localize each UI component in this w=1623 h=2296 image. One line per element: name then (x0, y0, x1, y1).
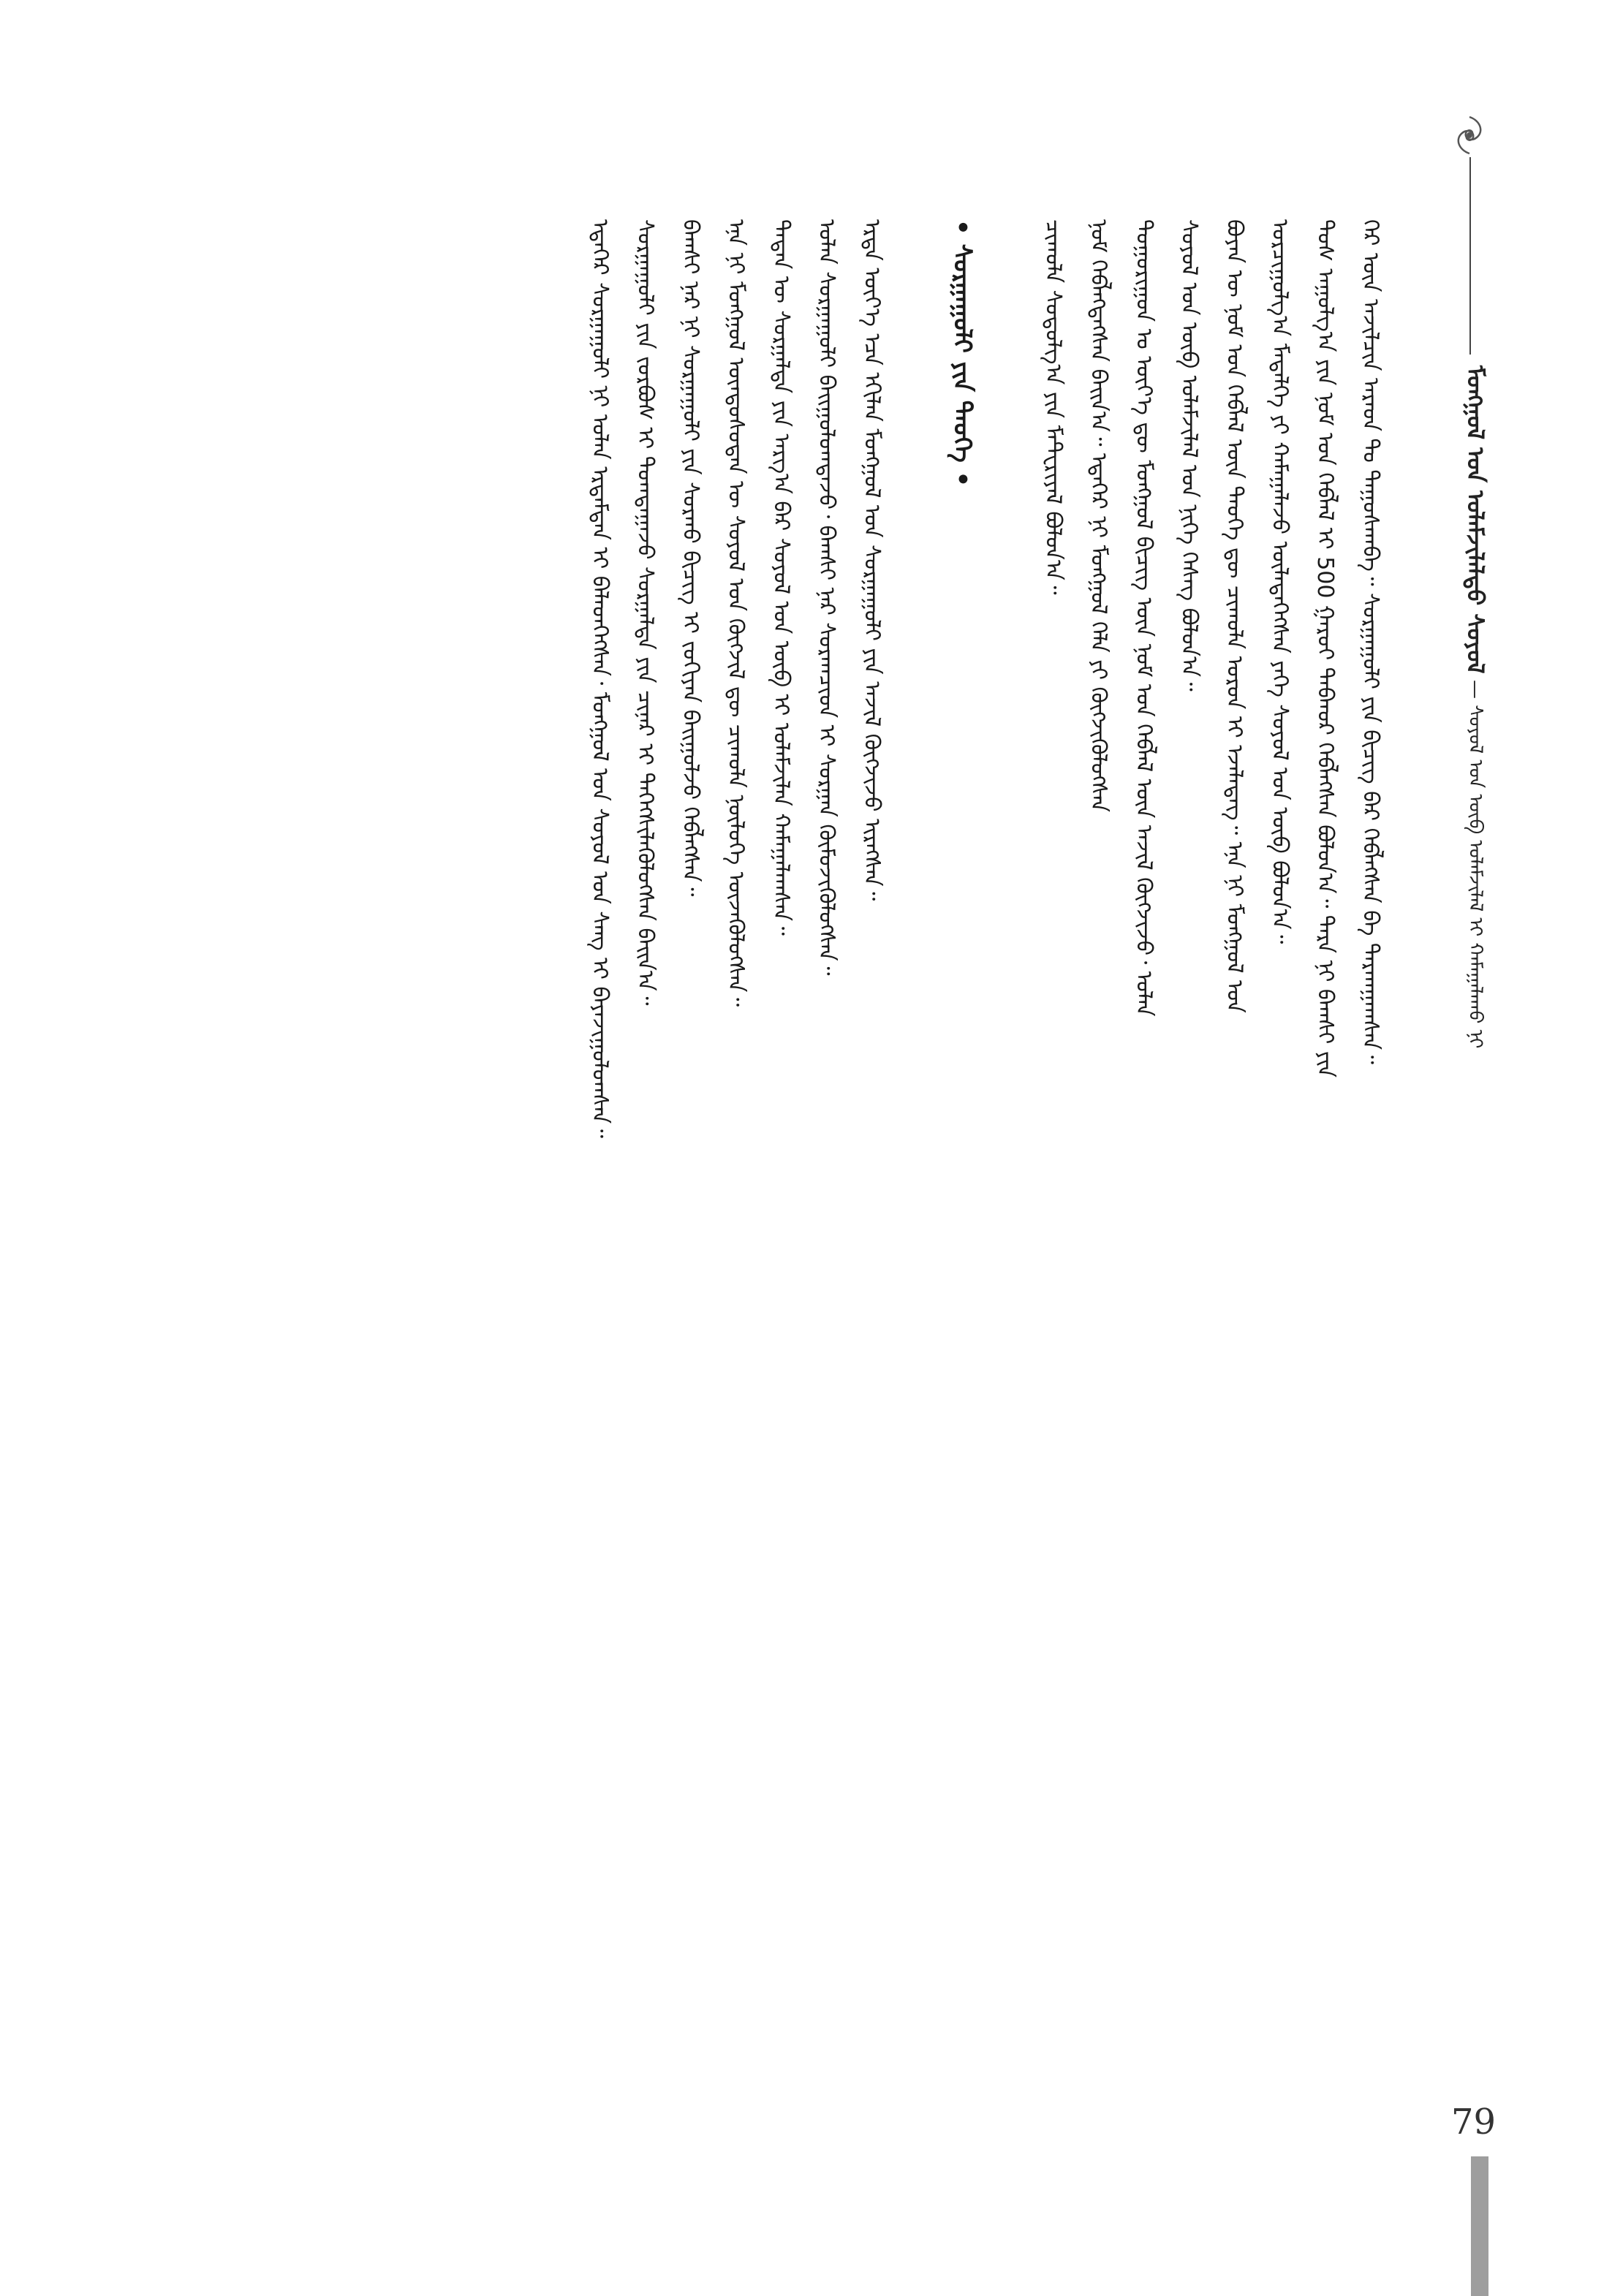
text-column: ᠴᠢᠬᠤᠯᠠ ᠰᠤᠳᠤᠯᠭ᠎ᠠ ᠶᠢᠨ ᠮᠠᠲ᠋ᠧᠷᠢᠶᠠᠯ ᠪᠣᠯᠤᠨ᠎ᠠ᠃ (1040, 219, 1066, 595)
text-column: ᠲᠤᠭᠤᠷᠢᠭᠤᠨ ᠤ ᠦᠶ᠎ᠡ ᠳᠦ ᠮᠣᠩᠭᠣᠯ ᠪᠢᠴᠢᠭ ᠦᠨ ᠨᠣᠮ ᠤᠨ ᠬᠡᠪᠯᠡᠯ ᠦᠨ ᠠᠵᠢᠯ ᠬᠥᠭᠵᠢᠵᠦ᠂ ᠣᠯᠠᠨ (1131, 219, 1157, 1017)
text-column: ᠡᠷᠲᠡ ᠦᠶ᠎ᠡ ᠡᠴᠡ ᠡᠬᠢᠯᠡᠨ ᠮᠣᠩᠭᠣᠯ ᠤᠨ ᠰᠤᠷᠭᠠᠭᠤᠯᠢ ᠶᠢᠨ ᠠᠵᠢᠯ ᠬᠥᠭᠵᠢᠵᠦ ᠢᠷᠡᠭᠰᠡᠨ᠃ (859, 219, 885, 901)
text-column: ᠰᠤᠶᠤᠯ ᠤᠨ ᠦᠪ ᠤᠯᠠᠮᠵᠢᠯᠠᠯ ᠤᠨ ᠨᠢᠭᠡ ᠬᠡᠰᠡᠭ ᠪᠣᠯᠤᠨ᠎ᠠ᠃ (1176, 219, 1202, 692)
section-heading: • ᠰᠤᠷᠭᠠᠭᠤᠯᠢ ᠶᠢᠨ ᠲᠡᠦᠬᠡ • (947, 219, 977, 488)
text-column: ᠭᠡᠷ ᠦᠨ ᠠᠵᠢᠯᠴᠢᠨ ᠠᠷᠠᠳ ᠲᠤ ᠳᠠᠭᠤᠰᠬᠠᠪᠠ᠃ ᠰᠤᠷᠭᠠᠭᠤᠯᠢ ᠶᠢᠨ ᠪᠢᠴᠢᠭ ᠪᠠᠷ ᠬᠡᠪᠯᠡᠭᠰᠡᠨ ᠪᠠ ᠲᠠᠷᠬᠠᠭᠠᠭᠰᠠᠨ᠃ (1358, 219, 1383, 1064)
text-column (985, 219, 1030, 2120)
text-column: ᠪᠤᠶᠠᠨ ᠦ ᠨᠣᠮ ᠤᠨ ᠬᠡᠪᠯᠡᠯ ᠦᠨ ᠲᠡᠦᠬᠡ ᠳᠦ ᠴᠢᠬᠤᠯᠠ ᠣᠷᠤᠨ ᠢ ᠡᠵᠡᠯᠡᠳᠡᠭ᠃ ᠡᠨᠡ ᠨᠢ ᠮᠣᠩᠭᠣᠯ ᠤᠨ (1222, 219, 1247, 1013)
running-header-title: ᠮᠣᠩᠭᠣᠯ ᠤᠨ ᠤᠯᠠᠮᠵᠢᠯᠠᠯᠲᠤ ᠰᠤᠶᠤᠯ (1461, 365, 1489, 674)
text-column: ᠰᠤᠷᠭᠠᠭᠤᠯᠢ ᠶᠢᠨ ᠵᠤᠷᠪᠤᠰ ᠢ ᠲᠣᠭᠲᠠᠭᠠᠵᠤ ᠰᠤᠷᠭᠠᠯᠲᠠ ᠶᠢᠨ ᠴᠢᠨᠠᠷ ᠢ ᠳᠡᠭᠡᠭᠰᠢᠯᠡᠭᠦᠯᠦᠭᠰᠡᠨ ᠪᠠᠢᠨ᠎ᠠ᠃ (632, 219, 658, 1006)
header-rule (1469, 157, 1471, 355)
text-column: ᠲᠡᠳᠡᠨ ᠦ ᠰᠤᠷᠭᠠᠯᠲᠠ ᠶᠢᠨ ᠠᠷᠭ᠎ᠠ ᠪᠠᠷ ᠰᠤᠶᠤᠯ ᠤᠨ ᠦᠪ ᠢ ᠤᠯᠠᠮᠵᠢᠯᠠᠨ ᠬᠠᠮᠠᠭᠠᠯᠠᠭᠰᠠᠨ᠃ (768, 219, 794, 936)
text-column: ᠣᠯᠠᠨ ᠰᠤᠷᠭᠠᠭᠤᠯᠢ ᠪᠠᠢᠭᠤᠯᠤᠭᠳᠠᠵᠤ᠂ ᠪᠠᠭᠰᠢ ᠨᠠᠷ ᠰᠤᠷᠠᠭᠴᠢᠳ ᠢ ᠰᠤᠷᠭᠠᠨ ᠬᠥᠮᠦᠵᠢᠭᠦᠯᠦᠭᠰᠡᠨ᠃ (814, 219, 839, 976)
page-edge-bar (1471, 2156, 1488, 2296)
page-number: 79 (1451, 2102, 1497, 2142)
text-column (894, 219, 939, 2120)
running-header-subtitle: ᠰᠤᠶᠤᠯ ᠤᠨ ᠦᠪ ᠤᠯᠠᠮᠵᠢᠯᠠᠯ ᠢ ᠬᠠᠮᠠᠭᠠᠯᠠᠬᠤ ᠨᠢ (1464, 705, 1486, 1049)
text-column: ᠲᠤᠰ ᠠᠭᠤᠯᠭ᠎ᠠ ᠶᠢᠨ ᠨᠤᠮ ᠤᠨ ᠬᠡᠪᠯᠡᠯ ᠢ 500 ᠭᠠᠷᠤᠢ ᠳᠠᠪᠬᠤᠷ ᠬᠡᠪᠯᠡᠭᠰᠡᠨ ᠪᠤᠯᠤᠨ᠎ᠠ᠃ ᠲᠡᠷᠡ ᠨᠢ ᠪᠠᠭᠰᠢ ᠶᠢᠨ (1312, 219, 1338, 1078)
text-column: ᠣᠷᠴᠢᠭᠤᠯᠭ᠎ᠠ ᠮᠡᠳᠡᠯᠭᠡ ᠶᠢ ᠬᠠᠮᠠᠭᠠᠯᠠᠵᠤ ᠦᠯᠡᠳᠡᠭᠡᠭᠰᠡᠨ ᠶᠡᠬᠡ ᠰᠤᠶᠤᠯ ᠤᠨ ᠦᠪ ᠪᠣᠯᠤᠨ᠎ᠠ᠃ (1267, 219, 1293, 944)
scroll-ornament-icon (1444, 110, 1495, 161)
running-header: ᠮᠣᠩᠭᠣᠯ ᠤᠨ ᠤᠯᠠᠮᠵᠢᠯᠠᠯᠲᠤ ᠰᠤᠶᠤᠯ — ᠰᠤᠶᠤᠯ ᠤᠨ ᠦᠪ ᠤᠯᠠᠮᠵᠢᠯᠠᠯ ᠢ ᠬᠠᠮᠠᠭᠠᠯᠠᠬᠤ ᠨᠢ (1461, 365, 1489, 1049)
text-column: ᠪᠠᠭᠰᠢ ᠨᠠᠷ ᠨᠢ ᠰᠤᠷᠭᠠᠭᠤᠯᠢ ᠶᠢᠨ ᠰᠤᠷᠬᠤ ᠪᠢᠴᠢᠭ ᠢ ᠵᠣᠬᠢᠶᠠᠨ ᠪᠠᠢᠭᠤᠯᠵᠤ ᠬᠡᠪᠯᠡᠭᠰᠡᠨ᠃ (678, 219, 703, 897)
text-body (194, 219, 1393, 2120)
text-column: ᠡᠳᠡᠭᠡᠷ ᠰᠤᠷᠭᠠᠭᠤᠯᠢ ᠨᠢ ᠣᠯᠠᠨ ᠡᠷᠳᠡᠮᠲᠡᠨ ᠢ ᠪᠡᠯᠡᠳᠬᠡᠭᠰᠡᠨ᠂ ᠮᠣᠩᠭᠣᠯ ᠤᠨ ᠰᠤᠶᠤᠯ ᠤᠨ ᠰᠠᠩ ᠢ ᠪᠠᠶᠠᠵᠢᠭᠤᠯᠤᠭᠰᠠᠨ᠃ (587, 219, 613, 1138)
text-column: ᠨᠣᠮ ᠬᠡᠪᠯᠡᠭᠳᠡᠭᠰᠡᠨ ᠪᠠᠢᠨ᠎ᠠ᠃ ᠡᠳᠡᠭᠡᠷ ᠨᠢ ᠮᠣᠩᠭᠣᠯ ᠬᠡᠯᠡ ᠶᠢ ᠬᠥᠭᠵᠢᠭᠦᠯᠦᠭᠰᠡᠨ (1086, 219, 1111, 813)
text-column: ᠡᠨᠡ ᠨᠢ ᠮᠣᠩᠭᠣᠯ ᠦᠨᠳᠦᠰᠦᠲᠡᠨ ᠦ ᠰᠤᠶᠤᠯ ᠤᠨ ᠬᠥᠭᠵᠢᠯ ᠳᠦ ᠴᠢᠬᠤᠯᠠ ᠨᠥᠯᠦᠭᠡ ᠦᠵᠡᠭᠦᠯᠦᠭᠰᠡᠨ᠃ (723, 219, 749, 1007)
